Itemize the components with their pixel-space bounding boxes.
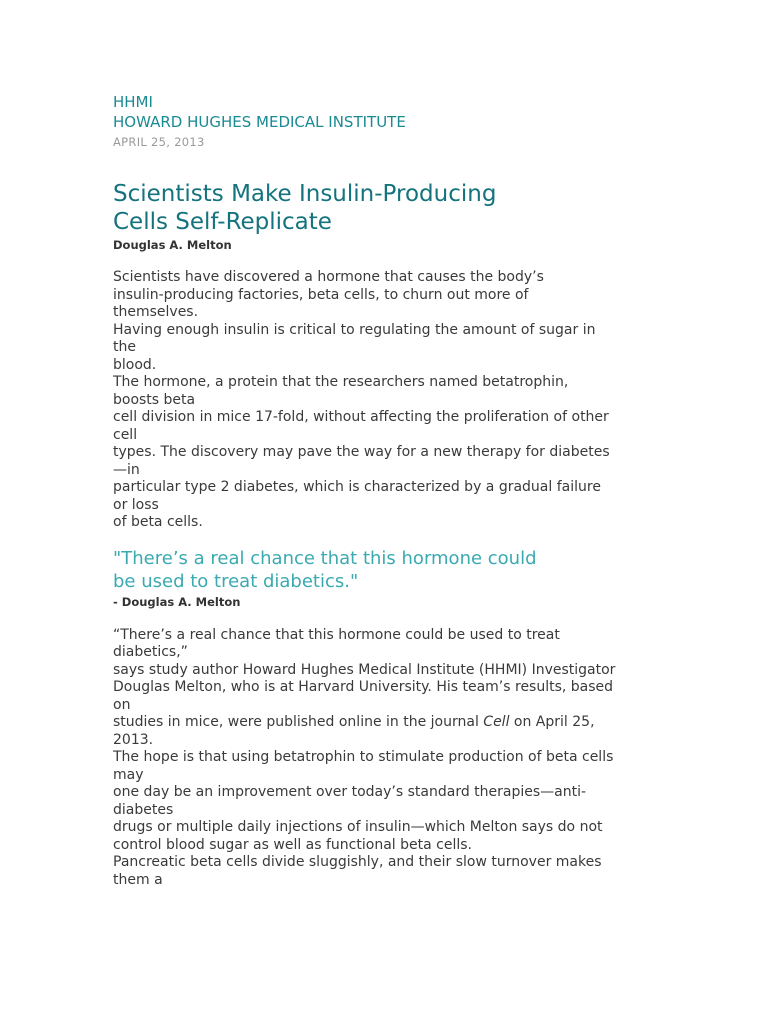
text-line: insulin-producing factories, beta cells, to churn out more of	[113, 286, 529, 303]
text-line: one day be an improvement over today’s standard therapies—anti-	[113, 784, 587, 800]
text-fragment: on April 25,	[509, 714, 595, 730]
text-line: cell	[113, 426, 138, 443]
text-line: 2013.	[113, 731, 154, 748]
text-line: or loss	[113, 496, 159, 513]
publish-date: APRIL 25, 2013	[113, 135, 205, 149]
pull-quote-attribution: - Douglas A. Melton	[113, 594, 241, 609]
body-paragraph	[113, 627, 673, 890]
quote-line: "There’s a real chance that this hormone could	[113, 547, 537, 569]
org-full-name: HOWARD HUGHES MEDICAL INSTITUTE	[113, 113, 406, 131]
text-line: says study author Howard Hughes Medical Institute (HHMI) Investigator	[113, 661, 616, 678]
text-line: on	[113, 696, 131, 713]
text-line: —in	[113, 461, 140, 478]
pull-quote	[113, 547, 673, 593]
text-line: types. The discovery may pave the way for a new therapy for diabetes	[113, 444, 610, 460]
text-line: diabetes	[113, 801, 174, 818]
text-line: boosts beta	[113, 391, 196, 408]
intro-paragraph	[113, 269, 673, 532]
byline: Douglas A. Melton	[113, 238, 232, 252]
text-line: The hope is that using betatrophin to stimulate production of beta cells	[113, 749, 614, 765]
title-line: Cells Self-Replicate	[113, 209, 332, 235]
title-line: Scientists Make Insulin-Producing	[113, 181, 497, 207]
text-line: Having enough insulin is critical to regulating the amount of sugar in	[113, 321, 596, 338]
text-line: Scientists have discovered a hormone that causes the body’s	[113, 269, 544, 285]
journal-name: Cell	[483, 714, 510, 730]
text-line: The hormone, a protein that the researchers named betatrophin,	[113, 374, 569, 390]
text-line: may	[113, 766, 144, 783]
text-line: cell division in mice 17-fold, without affecting the proliferation of other	[113, 409, 609, 425]
text-line: them a	[113, 871, 163, 888]
article-title	[113, 180, 673, 236]
text-line-with-journal	[113, 714, 673, 732]
text-line: Pancreatic beta cells divide sluggishly, and their slow turnover makes	[113, 854, 602, 870]
text-line: themselves.	[113, 304, 199, 320]
article-page	[113, 92, 673, 889]
text-line: particular type 2 diabetes, which is characterized by a gradual failure	[113, 479, 601, 495]
text-line: the	[113, 339, 136, 355]
text-line: diabetics,”	[113, 644, 188, 660]
text-line: control blood sugar as well as functional beta cells.	[113, 836, 472, 853]
text-fragment: studies in mice, were published online in the journal	[113, 714, 484, 730]
quote-line: be used to treat diabetics."	[113, 570, 359, 592]
text-line: blood.	[113, 356, 157, 373]
text-line: drugs or multiple daily injections of insulin—which Melton says do not	[113, 819, 603, 835]
text-line: of beta cells.	[113, 514, 203, 530]
text-line: Douglas Melton, who is at Harvard University. His team’s results, based	[113, 679, 614, 695]
org-short: HHMI	[113, 93, 153, 111]
text-line: “There’s a real chance that this hormone could be used to treat	[113, 626, 560, 643]
